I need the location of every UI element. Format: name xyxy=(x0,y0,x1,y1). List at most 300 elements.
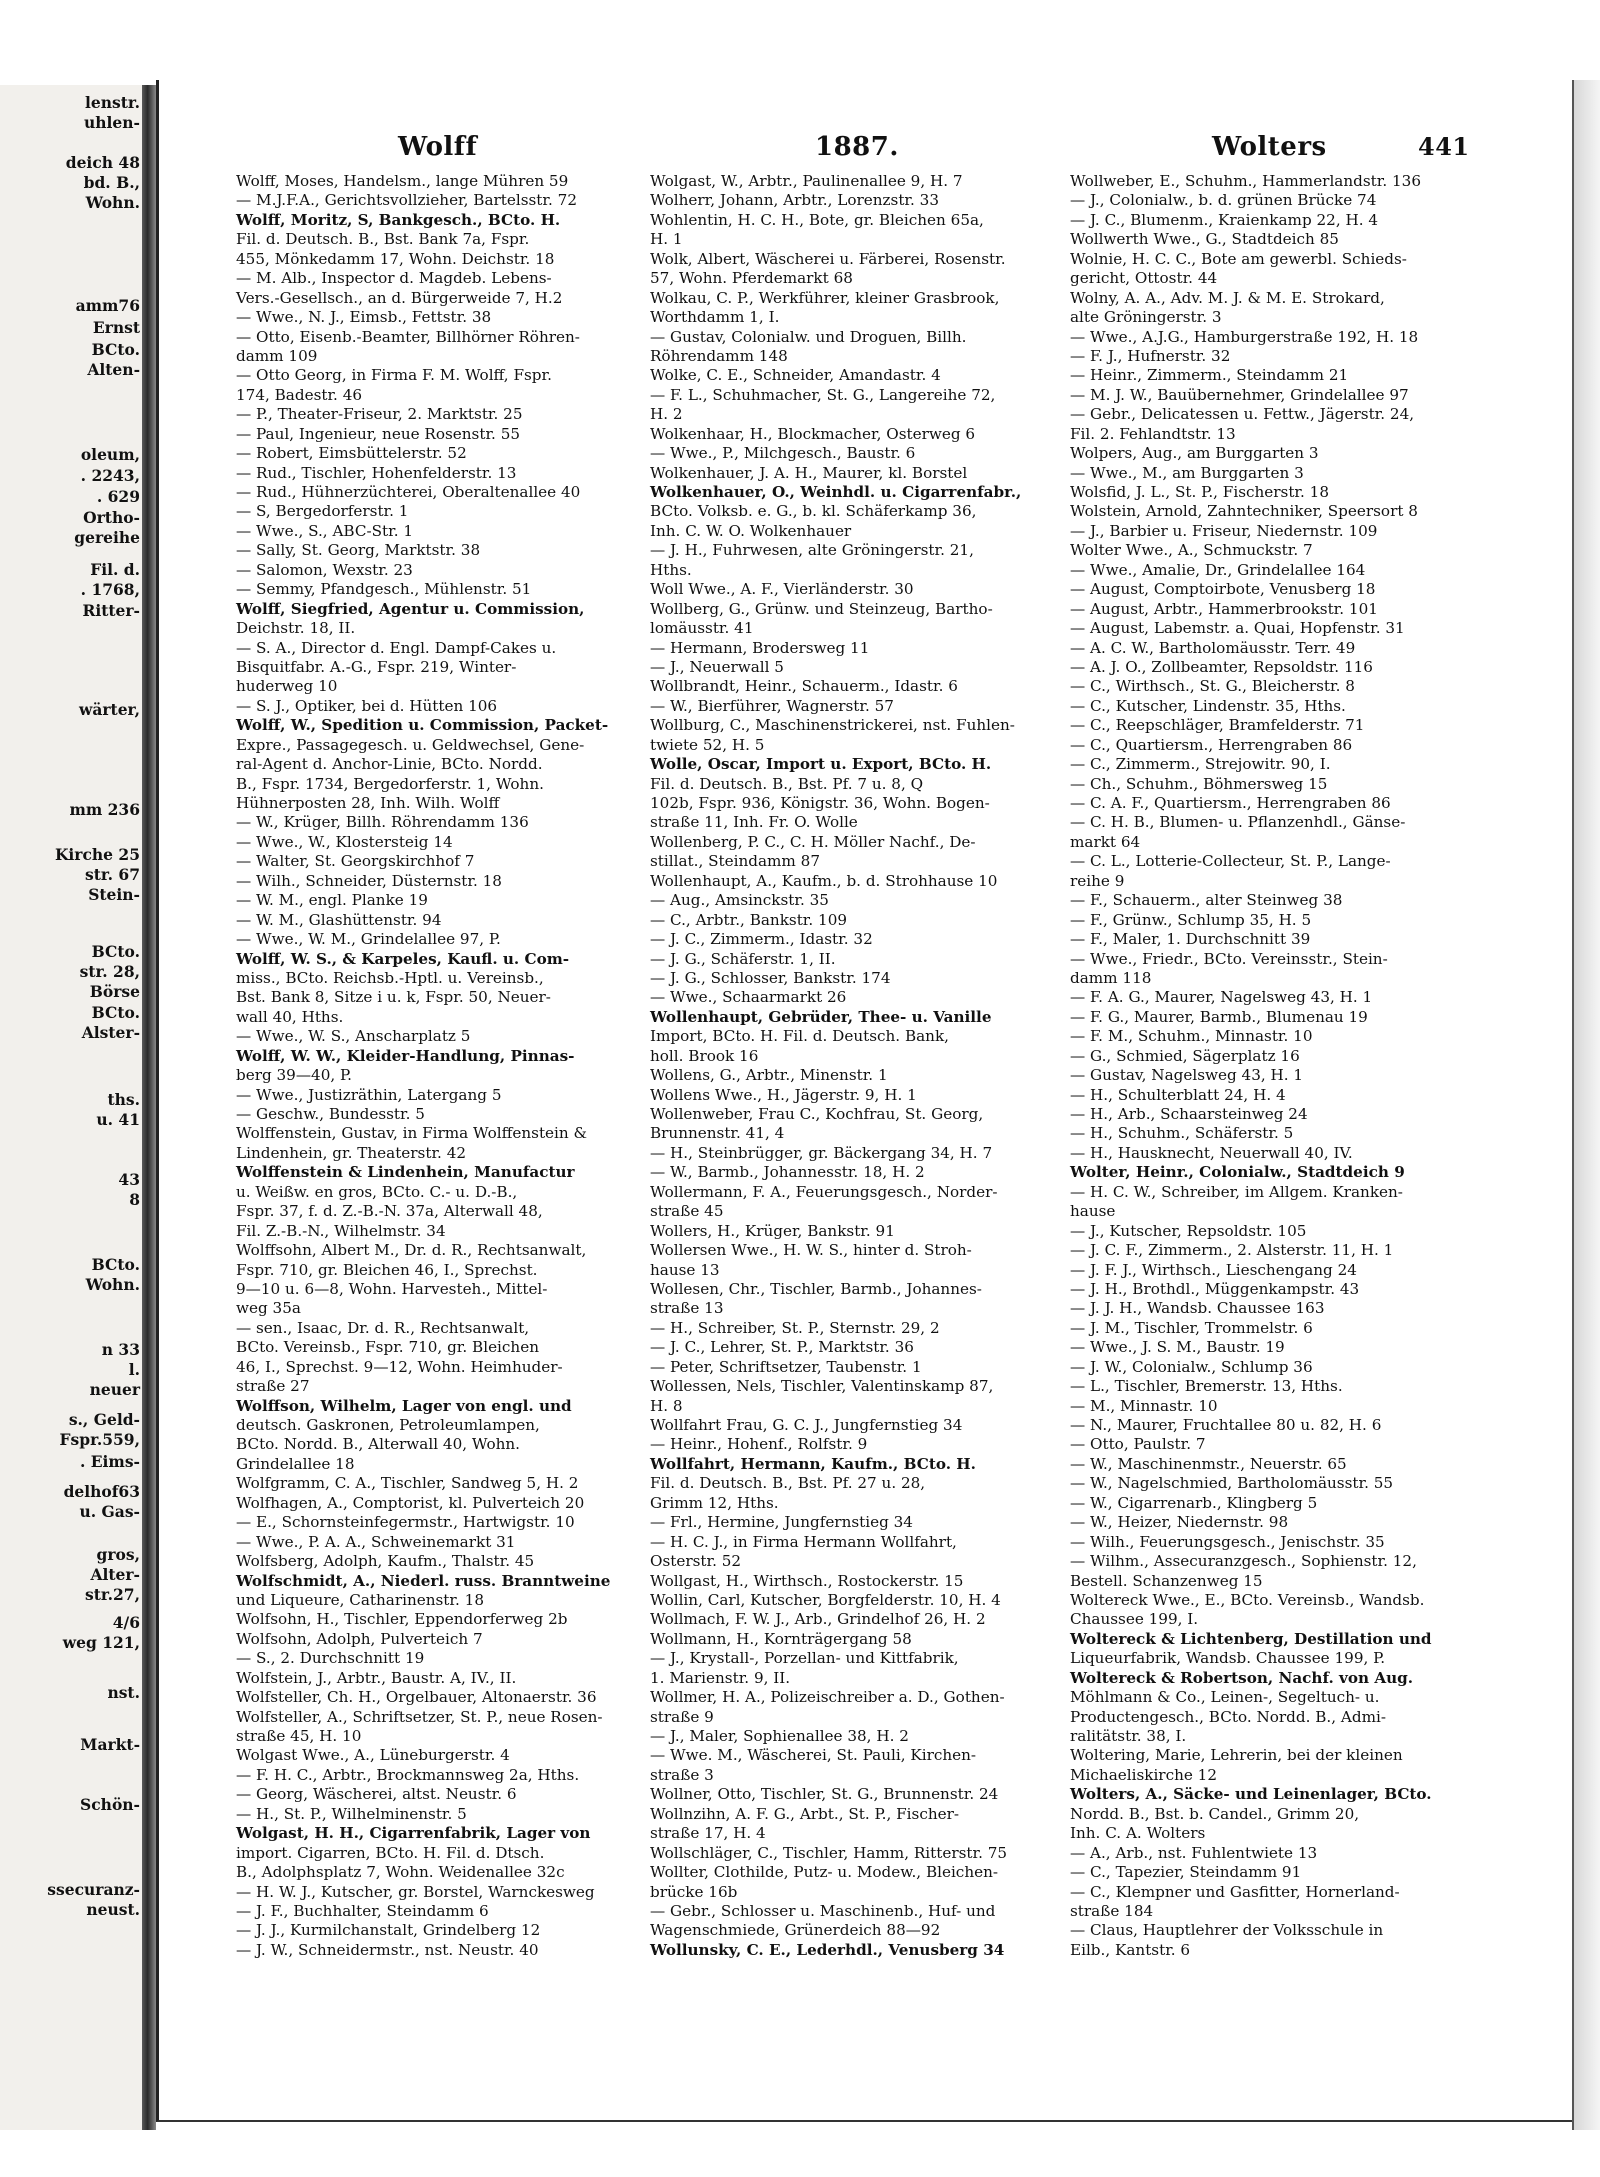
previous-page-fragment: BCto. xyxy=(91,1255,140,1274)
directory-entry-line: — S., 2. Durchschnitt 19 xyxy=(236,1649,425,1668)
directory-entry-line: — Wwe., A.J.G., Hamburgerstraße 192, H. 18 xyxy=(1070,327,1419,346)
directory-entry-line: Wolfstein, J., Arbtr., Baustr. A, IV., II. xyxy=(236,1668,517,1687)
directory-entry-line: Bisquitfabr. A.-G., Fspr. 219, Winter- xyxy=(236,657,517,676)
directory-entry-line: — Aug., Amsinckstr. 35 xyxy=(650,891,829,910)
directory-entry-line: — F. G., Maurer, Barmb., Blumenau 19 xyxy=(1070,1007,1368,1026)
previous-page-fragment: str. 28, xyxy=(79,962,140,981)
directory-entry-line: Wolle, Oscar, Import u. Export, BCto. H. xyxy=(650,755,992,774)
directory-entry-line: 174, Badestr. 46 xyxy=(236,385,363,404)
directory-entry-line: — H., Schreiber, St. P., Sternstr. 29, 2 xyxy=(650,1318,940,1337)
previous-page-fragment: Fspr.559, xyxy=(59,1430,140,1449)
directory-entry-line: Wolters, A., Säcke- und Leinenlager, BCto. xyxy=(1070,1785,1432,1804)
previous-page-fragment: . Eims- xyxy=(79,1452,140,1471)
directory-entry-line: — A. J. O., Zollbeamter, Repsoldstr. 116 xyxy=(1070,657,1373,676)
directory-entry-line: straße 11, Inh. Fr. O. Wolle xyxy=(650,813,858,832)
directory-entry-line: Wolffenstein, Gustav, in Firma Wolffenstein & xyxy=(236,1124,588,1143)
directory-entry-line: — H. C. W., Schreiber, im Allgem. Kranken- xyxy=(1070,1182,1403,1201)
previous-page-fragment: weg 121, xyxy=(62,1633,140,1652)
directory-entry-line: — C., Wirthsch., St. G., Bleicherstr. 8 xyxy=(1070,677,1355,696)
previous-page-fragment: Alter- xyxy=(90,1565,140,1584)
previous-page-fragment: ths. xyxy=(107,1090,140,1109)
directory-entry-line: — A., Arb., nst. Fuhlentwiete 13 xyxy=(1070,1843,1318,1862)
directory-entry-line: Vers.-Gesellsch., an d. Bürgerweide 7, H.2 xyxy=(236,288,563,307)
directory-entry-line: — Wwe., P., Milchgesch., Baustr. 6 xyxy=(650,444,916,463)
directory-entry-line: — J. G., Schäferstr. 1, II. xyxy=(650,949,836,968)
directory-entry-line: Wolffson, Wilhelm, Lager von engl. und xyxy=(236,1396,572,1415)
directory-entry-line: Grindelallee 18 xyxy=(236,1454,355,1473)
directory-entry-line: — Gebr., Delicatessen u. Fettw., Jägerstr. 24, xyxy=(1070,405,1415,424)
previous-page-fragment: . 2243, xyxy=(80,466,140,485)
directory-entry-line: Wollersen Wwe., H. W. S., hinter d. Stroh- xyxy=(650,1241,972,1260)
directory-entry-line: — N., Maurer, Fruchtallee 80 u. 82, H. 6 xyxy=(1070,1416,1382,1434)
directory-entry-line: — H., St. P., Wilhelminenstr. 5 xyxy=(236,1804,467,1823)
previous-page-fragment: BCto. xyxy=(91,1003,140,1022)
directory-entry-line: — J. C., Blumenm., Kraienkamp 22, H. 4 xyxy=(1070,210,1379,229)
previous-page-fragment: BCto. xyxy=(91,340,140,359)
directory-entry-line: Wolff, Moses, Handelsm., lange Mühren 59 xyxy=(236,172,569,190)
directory-entry-line: — Wwe. M., Wäscherei, St. Pauli, Kirchen- xyxy=(650,1746,977,1765)
directory-entry-line: straße 13 xyxy=(650,1299,724,1318)
directory-entry-line: — C., Tapezier, Steindamm 91 xyxy=(1070,1863,1302,1882)
directory-entry-line: — M. J. W., Bauübernehmer, Grindelallee 97 xyxy=(1070,385,1409,404)
directory-entry-line: — Wwe., Schaarmarkt 26 xyxy=(650,988,847,1007)
directory-entry-line: — Wwe., N. J., Eimsb., Fettstr. 38 xyxy=(236,308,492,327)
previous-page-fragment: wärter, xyxy=(78,700,140,719)
directory-entry-line: Wollers, H., Krüger, Bankstr. 91 xyxy=(650,1221,895,1240)
directory-entry-line: Wolgast, H. H., Cigarrenfabrik, Lager von xyxy=(236,1824,591,1843)
directory-entry-line: Osterstr. 52 xyxy=(650,1552,742,1571)
directory-entry-line: Wollenhaupt, Gebrüder, Thee- u. Vanille xyxy=(650,1007,992,1026)
directory-entry-line: twiete 52, H. 5 xyxy=(650,735,765,754)
book-gutter xyxy=(142,85,156,2130)
directory-entry-line: Fil. d. Deutsch. B., Bst. Bank 7a, Fspr. xyxy=(236,230,530,249)
directory-entry-line: Bestell. Schanzenweg 15 xyxy=(1070,1571,1263,1590)
previous-page-fragment: bd. B., xyxy=(83,173,140,192)
directory-entry-line: — J., Kutscher, Repsoldstr. 105 xyxy=(1070,1221,1307,1240)
directory-entry-line: — August, Arbtr., Hammerbrookstr. 101 xyxy=(1070,599,1378,618)
directory-entry-line: Wollessen, Nels, Tischler, Valentinskamp 87, xyxy=(650,1377,994,1396)
directory-entry-line: Lindenhein, gr. Theaterstr. 42 xyxy=(236,1143,467,1162)
directory-entry-line: Wolgast Wwe., A., Lüneburgerstr. 4 xyxy=(236,1746,510,1765)
directory-entry-line: BCto. Nordd. B., Alterwall 40, Wohn. xyxy=(236,1435,521,1454)
previous-page-fragment: Ernst xyxy=(92,318,140,337)
directory-entry-line: Michaeliskirche 12 xyxy=(1070,1765,1217,1784)
directory-entry-line: Wolsfid, J. L., St. P., Fischerstr. 18 xyxy=(1070,483,1329,501)
directory-entry-line: — C., Zimmerm., Strejowitr. 90, I. xyxy=(1070,755,1331,774)
directory-entry-line: Wolff, W. W., Kleider-Handlung, Pinnas- xyxy=(236,1046,575,1065)
directory-entry-line: u. Weißw. en gros, BCto. C.- u. D.-B., xyxy=(236,1182,518,1201)
previous-page-fragment: 43 xyxy=(118,1170,140,1189)
directory-entry-line: — C., Quartiersm., Herrengraben 86 xyxy=(1070,735,1353,754)
directory-entry-line: — J. M., Tischler, Trommelstr. 6 xyxy=(1070,1318,1313,1337)
previous-page-fragment: delhof63 xyxy=(63,1482,140,1501)
directory-entry-line: Wolfsohn, Adolph, Pulverteich 7 xyxy=(236,1629,483,1648)
previous-page-fragment: Ritter- xyxy=(82,601,140,620)
directory-entry-line: Wolkenhaar, H., Blockmacher, Osterweg 6 xyxy=(650,424,976,443)
directory-entry-line: H. 2 xyxy=(650,405,683,424)
directory-entry-line: Inh. C. W. O. Wolkenhauer xyxy=(650,521,852,540)
directory-entry-line: huderweg 10 xyxy=(236,677,338,696)
directory-entry-line: — Wwe., W. S., Anscharplatz 5 xyxy=(236,1027,471,1046)
previous-page-fragment: Kirche 25 xyxy=(54,845,140,864)
directory-entry-line: — P., Theater-Friseur, 2. Marktstr. 25 xyxy=(236,405,523,424)
directory-entry-line: Wolffsohn, Albert M., Dr. d. R., Rechtsanwalt, xyxy=(236,1241,587,1260)
directory-entry-line: Wolff, W. S., & Karpeles, Kaufl. u. Com- xyxy=(236,949,570,968)
directory-entry-line: — Wwe., P. A. A., Schweinemarkt 31 xyxy=(236,1532,516,1551)
directory-entry-line: berg 39—40, P. xyxy=(236,1066,352,1085)
directory-entry-line: damm 109 xyxy=(236,346,318,365)
directory-entry-line: Wollgast, H., Wirthsch., Rostockerstr. 15 xyxy=(650,1571,964,1590)
directory-entry-line: — Wwe., W., Klostersteig 14 xyxy=(236,832,453,851)
directory-entry-line: — J. C., Lehrer, St. P., Marktstr. 36 xyxy=(650,1338,914,1357)
directory-entry-line: Wolff, Siegfried, Agentur u. Commission, xyxy=(236,599,585,618)
directory-entry-line: — W., Heizer, Niedernstr. 98 xyxy=(1070,1513,1289,1532)
directory-entry-line: — Claus, Hauptlehrer der Volksschule in xyxy=(1070,1921,1384,1940)
directory-entry-line: — H. C. J., in Firma Hermann Wollfahrt, xyxy=(650,1532,957,1551)
directory-entry-line: Wollens Wwe., H., Jägerstr. 9, H. 1 xyxy=(650,1085,917,1104)
directory-column-1 xyxy=(236,172,638,1960)
directory-entry-line: Hühnerposten 28, Inh. Wilh. Wolff xyxy=(236,794,500,812)
directory-entry-line: — H., Hausknecht, Neuerwall 40, IV. xyxy=(1070,1143,1353,1162)
previous-page-fragment: neuer xyxy=(89,1380,140,1399)
directory-entry-line: straße 27 xyxy=(236,1377,310,1396)
directory-entry-line: Productengesch., BCto. Nordd. B., Admi- xyxy=(1070,1707,1386,1726)
directory-entry-line: — Rud., Hühnerzüchterei, Oberaltenallee 40 xyxy=(236,483,581,501)
directory-entry-line: straße 3 xyxy=(650,1765,714,1784)
directory-entry-line: Wollner, Otto, Tischler, St. G., Brunnenstr. 24 xyxy=(650,1785,999,1804)
directory-entry-line: Wolfschmidt, A., Niederl. russ. Branntweine xyxy=(236,1571,611,1590)
directory-entry-line: 57, Wohn. Pferdemarkt 68 xyxy=(650,269,853,288)
directory-entry-line: — C., Arbtr., Bankstr. 109 xyxy=(650,910,848,929)
directory-entry-line: lomäusstr. 41 xyxy=(650,619,754,638)
directory-entry-line: — H. W. J., Kutscher, gr. Borstel, Warnckesweg xyxy=(236,1882,595,1901)
directory-entry-line: Wolffenstein & Lindenhein, Manufactur xyxy=(236,1163,575,1182)
directory-entry-line: miss., BCto. Reichsb.-Hptl. u. Vereinsb., xyxy=(236,968,544,987)
directory-entry-line: Brunnenstr. 41, 4 xyxy=(650,1124,785,1143)
directory-entry-line: — W. M., Glashüttenstr. 94 xyxy=(236,910,442,929)
previous-page-fragment: mm 236 xyxy=(69,800,140,819)
directory-entry-line: B., Adolphsplatz 7, Wohn. Weidenallee 32c xyxy=(236,1863,565,1882)
directory-entry-line: — Sally, St. Georg, Marktstr. 38 xyxy=(236,541,481,560)
directory-entry-line: BCto. Vereinsb., Fspr. 710, gr. Bleichen xyxy=(236,1338,539,1357)
directory-entry-line: B., Fspr. 1734, Bergedorferstr. 1, Wohn. xyxy=(236,774,544,793)
page-edge-right xyxy=(1572,80,1600,2130)
previous-page-fragment: Wohn. xyxy=(85,1275,140,1294)
previous-page-fragment: u. 41 xyxy=(96,1110,140,1129)
directory-entry-line: Grimm 12, Hths. xyxy=(650,1493,779,1512)
previous-page-fragment: Stein- xyxy=(88,885,140,904)
directory-entry-line: straße 9 xyxy=(650,1707,714,1726)
directory-entry-line: gericht, Ottostr. 44 xyxy=(1070,269,1218,288)
directory-entry-line: Wollter, Clothilde, Putz- u. Modew., Bleichen- xyxy=(650,1863,998,1882)
directory-entry-line: — J. W., Colonialw., Schlump 36 xyxy=(1070,1357,1313,1376)
directory-entry-line: Hths. xyxy=(650,560,692,579)
directory-entry-line: 455, Mönkedamm 17, Wohn. Deichstr. 18 xyxy=(236,249,555,268)
directory-entry-line: Fil. d. Deutsch. B., Bst. Pf. 7 u. 8, Q xyxy=(650,774,924,793)
directory-entry-line: Woltereck & Robertson, Nachf. von Aug. xyxy=(1070,1668,1414,1687)
directory-entry-line: wall 40, Hths. xyxy=(236,1007,344,1026)
directory-entry-line: Wolpers, Aug., am Burggarten 3 xyxy=(1070,444,1319,463)
directory-entry-line: Wolfsteller, A., Schriftsetzer, St. P., neue Rosen- xyxy=(236,1707,603,1726)
directory-entry-line: hause 13 xyxy=(650,1260,720,1279)
directory-entry-line: H. 1 xyxy=(650,230,683,249)
directory-entry-line: Bst. Bank 8, Sitze i u. k, Fspr. 50, Neuer- xyxy=(236,988,551,1007)
directory-entry-line: ralitätstr. 38, I. xyxy=(1070,1727,1187,1745)
directory-entry-line: Wollmer, H. A., Polizeischreiber a. D., Gothen- xyxy=(650,1688,1005,1707)
directory-entry-line: 102b, Fspr. 936, Königstr. 36, Wohn. Bogen- xyxy=(650,794,990,812)
directory-entry-line: Wolherr, Johann, Arbtr., Lorenzstr. 33 xyxy=(650,191,939,210)
directory-entry-line: Wollenweber, Frau C., Kochfrau, St. Georg, xyxy=(650,1105,984,1123)
previous-page-fragment: neust. xyxy=(86,1900,140,1919)
directory-entry-line: Fil. 2. Fehlandtstr. 13 xyxy=(1070,424,1236,443)
previous-page-fragment: uhlen- xyxy=(84,113,140,132)
directory-entry-line: — J. H., Brothdl., Müggenkampstr. 43 xyxy=(1070,1279,1360,1298)
directory-entry-line: Wollesen, Chr., Tischler, Barmb., Johannes- xyxy=(650,1279,982,1298)
directory-column-3 xyxy=(1070,172,1475,1960)
directory-entry-line: — J., Barbier u. Friseur, Niedernstr. 109 xyxy=(1070,521,1378,540)
directory-entry-line: — Gustav, Colonialw. und Droguen, Billh. xyxy=(650,327,967,346)
directory-entry-line: — S. A., Director d. Engl. Dampf-Cakes u. xyxy=(236,638,557,657)
directory-entry-line: Nordd. B., Bst. b. Candel., Grimm 20, xyxy=(1070,1804,1360,1823)
directory-entry-line: Wollschläger, C., Tischler, Hamm, Ritterstr. 75 xyxy=(650,1843,1008,1862)
directory-entry-line: deutsch. Gaskronen, Petroleumlampen, xyxy=(236,1416,540,1434)
directory-entry-line: — Heinr., Hohenf., Rolfstr. 9 xyxy=(650,1435,868,1454)
directory-entry-line: reihe 9 xyxy=(1070,871,1125,890)
directory-entry-line: — sen., Isaac, Dr. d. R., Rechtsanwalt, xyxy=(236,1318,530,1337)
directory-entry-line: — Otto, Eisenb.-Beamter, Billhörner Röhren- xyxy=(236,327,580,346)
directory-entry-line: — C. A. F., Quartiersm., Herrengraben 86 xyxy=(1070,794,1391,812)
directory-entry-line: — F., Grünw., Schlump 35, H. 5 xyxy=(1070,910,1312,929)
directory-entry-line: alte Gröningerstr. 3 xyxy=(1070,308,1222,327)
directory-entry-line: — Heinr., Zimmerm., Steindamm 21 xyxy=(1070,366,1349,385)
directory-entry-line: Wolke, C. E., Schneider, Amandastr. 4 xyxy=(650,366,941,385)
previous-page-fragment: Schön- xyxy=(80,1795,140,1814)
directory-column-2 xyxy=(650,172,1058,1960)
directory-entry-line: — H., Arb., Schaarsteinweg 24 xyxy=(1070,1105,1308,1123)
directory-entry-line: Wollfahrt Frau, G. C. J., Jungfernstieg 34 xyxy=(650,1416,963,1434)
directory-entry-line: — Rud., Tischler, Hohenfelderstr. 13 xyxy=(236,463,517,482)
directory-entry-line: — H., Schulterblatt 24, H. 4 xyxy=(1070,1085,1286,1104)
directory-entry-line: Wolny, A. A., Adv. M. J. & M. E. Strokard, xyxy=(1070,288,1385,307)
directory-entry-line: Wolkenhauer, J. A. H., Maurer, kl. Borstel xyxy=(650,463,968,482)
directory-entry-line: Fspr. 710, gr. Bleichen 46, I., Sprechst. xyxy=(236,1260,538,1279)
directory-entry-line: — Wwe., S., ABC-Str. 1 xyxy=(236,521,414,540)
directory-entry-line: stillat., Steindamm 87 xyxy=(650,852,820,871)
directory-entry-line: Wollmann, H., Kornträgergang 58 xyxy=(650,1629,912,1648)
previous-page-fragment: . 629 xyxy=(96,487,140,506)
previous-page-fragment: ssecuranz- xyxy=(47,1880,140,1899)
directory-entry-line: Röhrendamm 148 xyxy=(650,346,788,365)
directory-entry-line: Woltering, Marie, Lehrerin, bei der kleinen xyxy=(1070,1746,1403,1765)
directory-entry-line: Wollberg, G., Grünw. und Steinzeug, Bartho- xyxy=(650,599,993,618)
directory-entry-line: Woltereck & Lichtenberg, Destillation und xyxy=(1070,1629,1432,1648)
directory-entry-line: Wolstein, Arnold, Zahntechniker, Speersort 8 xyxy=(1070,502,1418,521)
directory-entry-line: — Georg, Wäscherei, altst. Neustr. 6 xyxy=(236,1785,517,1804)
directory-entry-line: — S, Bergedorferstr. 1 xyxy=(236,502,409,521)
previous-page-fragment: s., Geld- xyxy=(68,1410,140,1429)
directory-entry-line: Wolter Wwe., A., Schmuckstr. 7 xyxy=(1070,541,1313,560)
directory-entry-line: — Wwe., J. S. M., Baustr. 19 xyxy=(1070,1338,1285,1357)
directory-entry-line: — Wilh., Feuerungsgesch., Jenischstr. 35 xyxy=(1070,1532,1385,1551)
directory-entry-line: Wollenberg, P. C., C. H. Möller Nachf., De- xyxy=(650,832,976,851)
directory-entry-line: — H., Schuhm., Schäferstr. 5 xyxy=(1070,1124,1294,1143)
previous-page-fragment: u. Gas- xyxy=(79,1502,140,1521)
directory-entry-line: — C., Kutscher, Lindenstr. 35, Hths. xyxy=(1070,696,1346,715)
directory-entry-line: Wolkenhauer, O., Weinhdl. u. Cigarrenfabr., xyxy=(650,483,1022,501)
directory-entry-line: — F., Schauerm., alter Steinweg 38 xyxy=(1070,891,1343,910)
directory-entry-line: — W. M., engl. Planke 19 xyxy=(236,891,428,910)
previous-page-fragment: . 1768, xyxy=(80,580,140,599)
directory-entry-line: — M.J.F.A., Gerichtsvollzieher, Bartelsstr. 72 xyxy=(236,191,577,210)
directory-entry-line: Wollens, G., Arbtr., Minenstr. 1 xyxy=(650,1066,888,1085)
directory-entry-line: Wollnzihn, A. F. G., Arbt., St. P., Fischer- xyxy=(650,1804,959,1823)
directory-entry-line: — M., Minnastr. 10 xyxy=(1070,1396,1218,1415)
directory-entry-line: Wolter, Heinr., Colonialw., Stadtdeich 9 xyxy=(1070,1163,1405,1182)
running-head-year: 1887. xyxy=(815,132,899,162)
directory-entry-line: ral-Agent d. Anchor-Linie, BCto. Nordd. xyxy=(236,755,543,774)
directory-entry-line: 1. Marienstr. 9, II. xyxy=(650,1668,791,1687)
directory-entry-line: — Wilh., Schneider, Düsternstr. 18 xyxy=(236,871,502,890)
directory-entry-line: Wollin, Carl, Kutscher, Borgfelderstr. 10, H. 4 xyxy=(650,1590,1001,1609)
directory-entry-line: hause xyxy=(1070,1202,1116,1221)
directory-entry-line: — J. W., Schneidermstr., nst. Neustr. 40 xyxy=(236,1940,539,1959)
directory-entry-line: Wagenschmiede, Grünerdeich 88—92 xyxy=(650,1921,941,1940)
directory-entry-line: — W., Cigarrenarb., Klingberg 5 xyxy=(1070,1493,1318,1512)
directory-entry-line: — F. J., Hufnerstr. 32 xyxy=(1070,346,1231,365)
directory-entry-line: — F. H. C., Arbtr., Brockmannsweg 2a, Hths. xyxy=(236,1765,580,1784)
directory-entry-line: markt 64 xyxy=(1070,832,1141,851)
directory-entry-line: — J. F. J., Wirthsch., Lieschengang 24 xyxy=(1070,1260,1357,1279)
directory-entry-line: Wolfgramm, C. A., Tischler, Sandweg 5, H. 2 xyxy=(236,1474,579,1493)
page-number: 441 xyxy=(1418,132,1470,161)
directory-entry-line: — E., Schornsteinfegermstr., Hartwigstr. 10 xyxy=(236,1513,575,1532)
previous-page-fragment: 8 xyxy=(129,1190,140,1209)
directory-entry-line: Wolff, W., Spedition u. Commission, Packet- xyxy=(236,716,609,735)
directory-entry-line: 9—10 u. 6—8, Wohn. Harvesteh., Mittel- xyxy=(236,1279,548,1298)
previous-page-edge xyxy=(0,85,142,2130)
directory-entry-line: — C., Reepschläger, Bramfelderstr. 71 xyxy=(1070,716,1365,735)
directory-entry-line: — J. J. H., Wandsb. Chaussee 163 xyxy=(1070,1299,1325,1318)
directory-entry-line: — J. H., Fuhrwesen, alte Gröningerstr. 21, xyxy=(650,541,974,560)
directory-entry-line: — W., Nagelschmied, Bartholomäusstr. 55 xyxy=(1070,1474,1394,1493)
directory-entry-line: Eilb., Kantstr. 6 xyxy=(1070,1940,1191,1959)
directory-entry-line: — W., Maschinenmstr., Neuerstr. 65 xyxy=(1070,1454,1347,1473)
directory-entry-line: — H., Steinbrügger, gr. Bäckergang 34, H. 7 xyxy=(650,1143,993,1162)
directory-entry-line: Möhlmann & Co., Leinen-, Segeltuch- u. xyxy=(1070,1688,1380,1707)
previous-page-fragment: Markt- xyxy=(80,1735,140,1754)
directory-entry-line: — Gustav, Nagelsweg 43, H. 1 xyxy=(1070,1066,1304,1085)
running-head-left: Wolff xyxy=(398,132,478,162)
directory-entry-line: — M. Alb., Inspector d. Magdeb. Lebens- xyxy=(236,269,552,288)
directory-entry-line: — J. F., Buchhalter, Steindamm 6 xyxy=(236,1901,489,1920)
previous-page-fragment: gereihe xyxy=(74,528,140,547)
directory-entry-line: — Semmy, Pfandgesch., Mühlenstr. 51 xyxy=(236,580,532,599)
directory-entry-line: — J., Colonialw., b. d. grünen Brücke 74 xyxy=(1070,191,1377,210)
directory-entry-line: — J., Krystall-, Porzellan- und Kittfabrik, xyxy=(650,1649,959,1668)
directory-entry-line: — S. J., Optiker, bei d. Hütten 106 xyxy=(236,696,498,715)
directory-entry-line: Wolk, Albert, Wäscherei u. Färberei, Rosenstr. xyxy=(650,249,1006,268)
directory-entry-line: Wolkau, C. P., Werkführer, kleiner Grasbrook, xyxy=(650,288,1000,307)
directory-entry-line: — August, Labemstr. a. Quai, Hopfenstr. 31 xyxy=(1070,619,1405,638)
directory-entry-line: — F. M., Schuhm., Minnastr. 10 xyxy=(1070,1027,1313,1046)
directory-entry-line: — C., Klempner und Gasfitter, Hornerland- xyxy=(1070,1882,1400,1901)
directory-entry-line: — F., Maler, 1. Durchschnitt 39 xyxy=(1070,930,1311,949)
directory-entry-line: — J. C., Zimmerm., Idastr. 32 xyxy=(650,930,873,949)
directory-entry-line: Wolfsberg, Adolph, Kaufm., Thalstr. 45 xyxy=(236,1552,535,1571)
directory-entry-line: straße 45 xyxy=(650,1202,724,1221)
directory-entry-line: — Geschw., Bundesstr. 5 xyxy=(236,1105,425,1123)
directory-entry-line: Wollfahrt, Hermann, Kaufm., BCto. H. xyxy=(650,1454,976,1473)
directory-entry-line: — Paul, Ingenieur, neue Rosenstr. 55 xyxy=(236,424,521,443)
directory-entry-line: import. Cigarren, BCto. H. Fil. d. Dtsch. xyxy=(236,1843,545,1862)
directory-entry-line: Fil. d. Deutsch. B., Bst. Pf. 27 u. 28, xyxy=(650,1474,926,1493)
directory-entry-line: — F. L., Schuhmacher, St. G., Langereihe 72, xyxy=(650,385,996,404)
directory-entry-line: und Liqueure, Catharinenstr. 18 xyxy=(236,1590,484,1609)
previous-page-fragment: l. xyxy=(128,1360,140,1379)
directory-entry-line: Wolfhagen, A., Comptorist, kl. Pulverteich 20 xyxy=(236,1493,585,1512)
directory-entry-line: — Wilhm., Assecuranzgesch., Sophienstr. 12, xyxy=(1070,1552,1417,1571)
directory-entry-line: — Otto Georg, in Firma F. M. Wolff, Fspr. xyxy=(236,366,552,385)
directory-entry-line: — Wwe., Amalie, Dr., Grindelallee 164 xyxy=(1070,560,1366,579)
directory-entry-line: BCto. Volksb. e. G., b. kl. Schäferkamp 36, xyxy=(650,502,977,521)
previous-page-fragment: Börse xyxy=(89,982,140,1001)
directory-entry-line: Wollwerth Wwe., G., Stadtdeich 85 xyxy=(1070,230,1339,249)
directory-entry-line: Chaussee 199, I. xyxy=(1070,1610,1199,1629)
directory-entry-line: brücke 16b xyxy=(650,1882,738,1901)
previous-page-fragment: lenstr. xyxy=(84,93,140,112)
directory-entry-line: Liqueurfabrik, Wandsb. Chaussee 199, P. xyxy=(1070,1649,1386,1668)
directory-entry-line: straße 17, H. 4 xyxy=(650,1824,766,1843)
directory-entry-line: Wolfsteller, Ch. H., Orgelbauer, Altonaerstr. 36 xyxy=(236,1688,597,1707)
running-head-right: Wolters xyxy=(1212,132,1327,162)
directory-entry-line: — Wwe., Friedr., BCto. Vereinsstr., Stein- xyxy=(1070,949,1388,968)
directory-entry-line: Wolfsohn, H., Tischler, Eppendorferweg 2b xyxy=(236,1610,568,1629)
previous-page-fragment: oleum, xyxy=(80,445,140,464)
directory-entry-line: Woltereck Wwe., E., BCto. Vereinsb., Wandsb. xyxy=(1070,1590,1425,1609)
directory-entry-line: — Salomon, Wexstr. 23 xyxy=(236,560,413,579)
directory-entry-line: — L., Tischler, Bremerstr. 13, Hths. xyxy=(1070,1377,1343,1396)
previous-page-fragment: gros, xyxy=(96,1545,140,1564)
directory-entry-line: Fspr. 37, f. d. Z.-B.-N. 37a, Alterwall 48, xyxy=(236,1202,543,1221)
directory-entry-line: Wollenhaupt, A., Kaufm., b. d. Strohhause 10 xyxy=(650,871,998,890)
directory-entry-line: Wollweber, E., Schuhm., Hammerlandstr. 136 xyxy=(1070,172,1421,190)
directory-entry-line: Import, BCto. H. Fil. d. Deutsch. Bank, xyxy=(650,1027,949,1046)
directory-entry-line: Fil. Z.-B.-N., Wilhelmstr. 34 xyxy=(236,1221,446,1240)
directory-entry-line: Wollbrandt, Heinr., Schauerm., Idastr. 6 xyxy=(650,677,958,696)
directory-entry-line: — W., Barmb., Johannesstr. 18, H. 2 xyxy=(650,1163,925,1182)
directory-entry-line: Wolff, Moritz, S, Bankgesch., BCto. H. xyxy=(236,210,561,229)
previous-page-fragment: amm76 xyxy=(75,296,140,315)
directory-entry-line: Wolgast, W., Arbtr., Paulinenallee 9, H. 7 xyxy=(650,172,963,190)
directory-entry-line: H. 8 xyxy=(650,1396,683,1415)
previous-page-fragment: nst. xyxy=(107,1683,140,1702)
directory-entry-line: — Peter, Schriftsetzer, Taubenstr. 1 xyxy=(650,1357,922,1376)
directory-entry-line: — W., Bierführer, Wagnerstr. 57 xyxy=(650,696,894,715)
directory-entry-line: — J. G., Schlosser, Bankstr. 174 xyxy=(650,968,891,987)
directory-entry-line: — Gebr., Schlosser u. Maschinenb., Huf- und xyxy=(650,1901,996,1920)
directory-entry-line: — Frl., Hermine, Jungfernstieg 34 xyxy=(650,1513,913,1532)
previous-page-fragment: deich 48 xyxy=(65,153,140,172)
directory-entry-line: Wohlentin, H. C. H., Bote, gr. Bleichen 65a, xyxy=(650,210,984,229)
directory-entry-line: damm 118 xyxy=(1070,968,1152,987)
directory-entry-line: — Walter, St. Georgskirchhof 7 xyxy=(236,852,475,871)
previous-page-fragment: n 33 xyxy=(101,1340,140,1359)
directory-entry-line: — W., Krüger, Billh. Röhrendamm 136 xyxy=(236,813,529,832)
directory-entry-line: — J. C. F., Zimmerm., 2. Alsterstr. 11, H. 1 xyxy=(1070,1241,1394,1260)
directory-entry-line: — Wwe., W. M., Grindelallee 97, P. xyxy=(236,930,501,949)
previous-page-fragment: Fil. d. xyxy=(90,560,140,579)
directory-entry-line: — Hermann, Brodersweg 11 xyxy=(650,638,870,657)
